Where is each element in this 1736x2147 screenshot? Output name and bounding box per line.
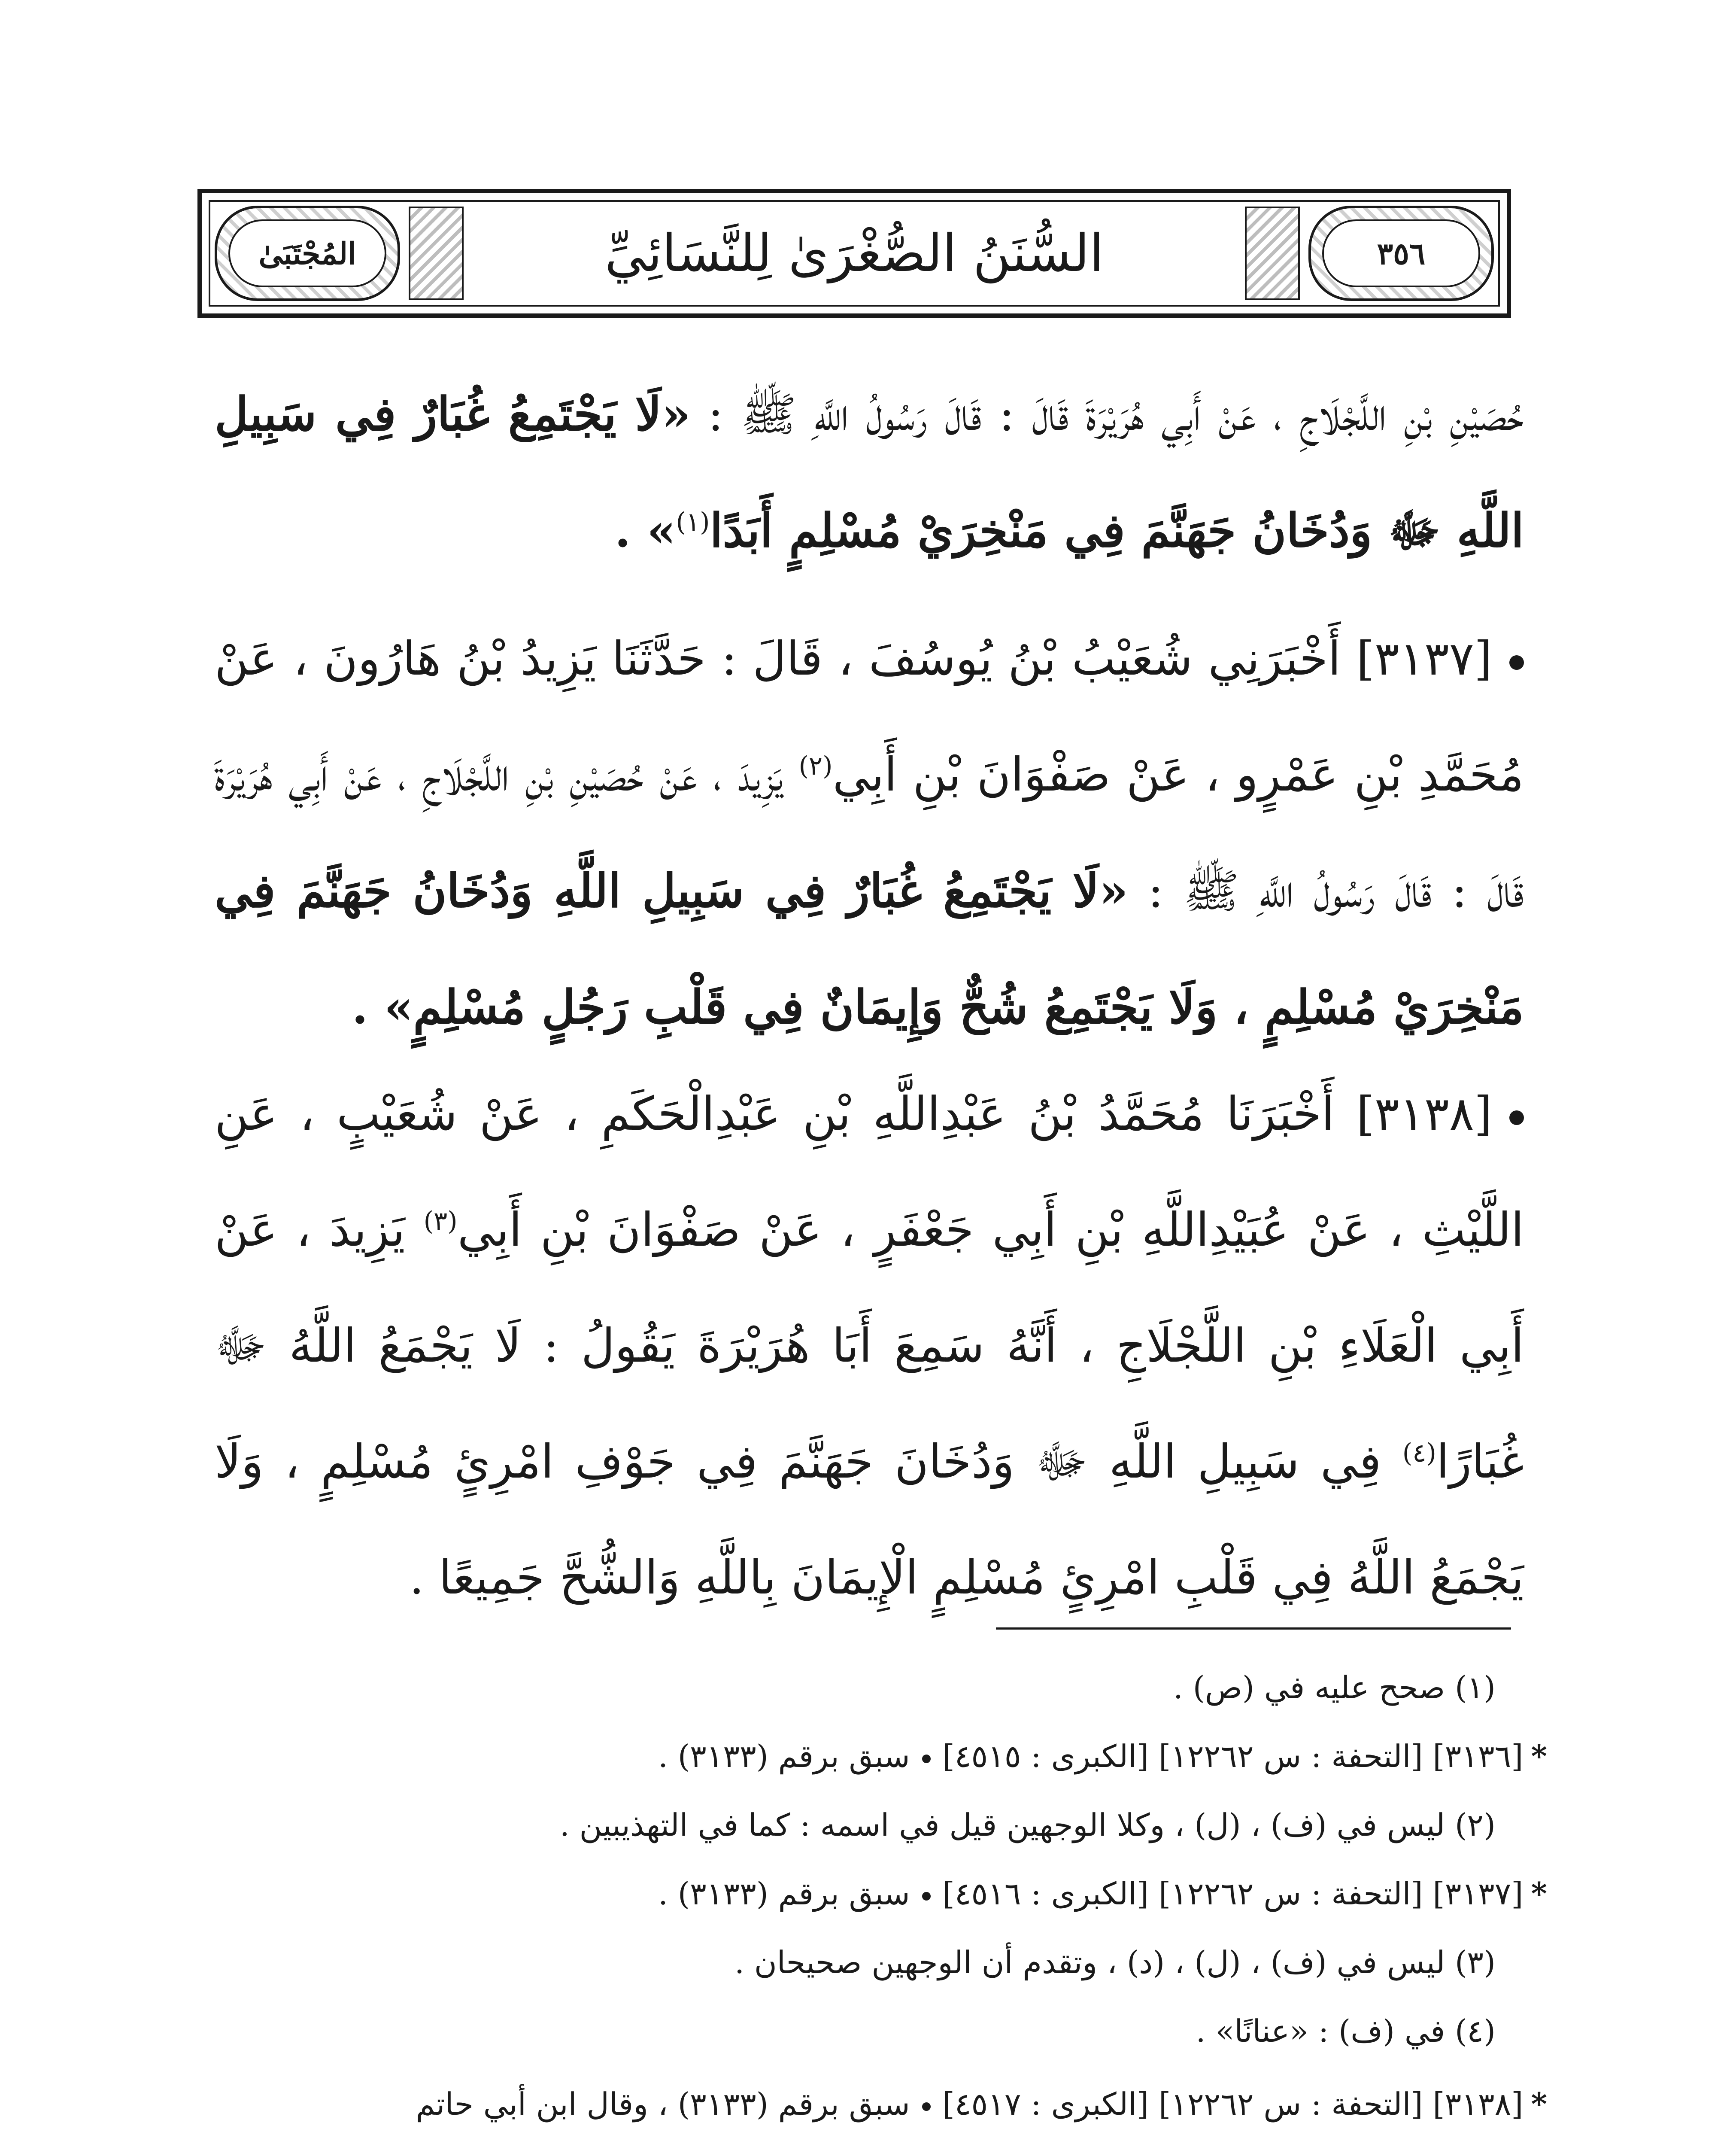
- footnote-ref: (٤): [1402, 1438, 1436, 1468]
- dot-icon: [922, 1892, 931, 1901]
- footnote-3: [734, 1941, 1496, 1984]
- header-left-ornament: [215, 206, 464, 301]
- hadith-quote: «لَا يَجْتَمِعُ غُبَارٌ فِي سَبِيلِ اللَّهِ ﷻ وَدُخَانُ جَهَنَّمَ فِي مَنْخِرَيْ مُسْلِمٍ أَبَدًا: [215, 387, 1524, 558]
- paragraph-text: فِي سَبِيلِ اللَّهِ ﷻ وَدُخَانَ جَهَنَّمَ فِي جَوْفِ امْرِئٍ مُسْلِمٍ ، وَلَا يَجْمَعُ اللَّهُ فِي قَلْبِ امْرِئٍ مُسْلِمٍ الْإِيمَانَ بِاللَّهِ وَالشُّحَّ جَمِيعًا .: [215, 1435, 1524, 1605]
- hadith-paragraph-3137: [215, 601, 1524, 1066]
- takhrij-refs: [٣١٣٧] [التحفة : س ١٢٢٦٢] [الكبرى : ٤٥١٦]: [942, 1876, 1524, 1912]
- page-header: [197, 189, 1511, 318]
- footnote-text: (٢) ليس في (ف) ، (ل) ، وكلا الوجهين قيل في اسمه : كما في التهذيبين .: [559, 1807, 1496, 1843]
- page-number: ٣٥٦: [1322, 219, 1480, 287]
- hadith-number: [٣١٣٨]: [1356, 1087, 1492, 1141]
- takhrij-3136: [658, 1735, 1547, 1778]
- footnote-text: (١) صحح عليه في (ص) .: [1173, 1670, 1496, 1706]
- volume-label-cartouche: [215, 206, 400, 301]
- takhrij-refs: [٣١٣٨] [التحفة : س ١٢٢٦٢] [الكبرى : ٤٥١٧]: [942, 2086, 1524, 2122]
- footnote-divider: [996, 1627, 1511, 1630]
- bullet-icon: [1509, 1110, 1524, 1125]
- quote-close: » .: [352, 980, 413, 1034]
- bullet-icon: [1509, 655, 1524, 670]
- footnote-text: (٤) في (ف) : «عنانًا» .: [1196, 2013, 1496, 2049]
- takhrij-note: سبق برقم (٣١٣٣) .: [658, 1876, 910, 1912]
- paragraph-text: أَخْبَرَنِي شُعَيْبُ بْنُ يُوسُفَ ، قَالَ : حَدَّثَنَا يَزِيدُ بْنُ هَارُونَ ، عَنْ مُحَمَّدِ بْنِ عَمْرٍو ، عَنْ صَفْوَانَ بْنِ أَبِي: [215, 632, 1524, 802]
- star-icon: *: [1531, 1738, 1547, 1774]
- hadith-paragraph-3138: [215, 1056, 1524, 1636]
- dot-icon: [922, 1755, 931, 1763]
- page-number-cartouche: [1308, 206, 1494, 301]
- book-title: السُّنَنُ الصُّغْرَىٰ لِلنَّسَائِيِّ: [604, 223, 1104, 283]
- hadith-number: [٣١٣٧]: [1356, 632, 1492, 686]
- footnote-ref: (١): [676, 507, 710, 537]
- takhrij-note: سبق برقم (٣١٣٣) ، وقال ابن أبي حاتم: [416, 2086, 910, 2122]
- paragraph-text: يَزِيدَ ، عَنْ أَبِي الْعَلَاءِ بْنِ اللَّجْلَاجِ ، أَنَّهُ سَمِعَ أَبَا هُرَيْرَةَ يَقُولُ : لَا يَجْمَعُ اللَّهُ ﷻ غُبَارًا: [215, 1203, 1524, 1489]
- star-icon: *: [1531, 2086, 1547, 2122]
- footnote-text: (٣) ليس في (ف) ، (ل) ، (د) ، وتقدم أن الوجهين صحيحان .: [734, 1944, 1496, 1980]
- footnote-1: [1173, 1666, 1496, 1709]
- star-icon: *: [1531, 1875, 1547, 1912]
- paragraph-text: حُصَيْنِ بْنِ اللَّجْلَاجِ ، عَنْ أَبِي هُرَيْرَةَ قَالَ : قَالَ رَسُولُ اللَّهِ ﷺ :: [690, 388, 1524, 441]
- footnote-ref: (٢): [798, 751, 833, 781]
- takhrij-3137: [658, 1872, 1547, 1915]
- takhrij-refs: [٣١٣٦] [التحفة : س ١٢٢٦٢] [الكبرى : ٤٥١٥]: [942, 1738, 1524, 1774]
- paragraph-text: أَخْبَرَنَا مُحَمَّدُ بْنُ عَبْدِاللَّهِ بْنِ عَبْدِالْحَكَمِ ، عَنْ شُعَيْبٍ ، عَنِ اللَّيْثِ ، عَنْ عُبَيْدِاللَّهِ بْنِ أَبِي جَعْفَرٍ ، عَنْ صَفْوَانَ بْنِ أَبِي: [215, 1087, 1524, 1257]
- hadith-paragraph-continuation: [215, 356, 1524, 589]
- takhrij-3138: [416, 2083, 1547, 2126]
- ornament-pattern: [409, 207, 464, 300]
- dot-icon: [922, 2102, 931, 2111]
- paragraph-text: يَزِيدَ ، عَنْ حُصَيْنِ بْنِ اللَّجْلَاجِ ، عَنْ أَبِي هُرَيْرَةَ قَالَ : قَالَ رَسُولُ اللَّهِ ﷺ :: [215, 748, 1524, 918]
- ornament-pattern: [1245, 207, 1300, 300]
- footnote-4: [1196, 2010, 1496, 2053]
- footnote-2: [560, 1803, 1496, 1846]
- footnote-ref: (٣): [423, 1206, 458, 1236]
- header-right-ornament: [1245, 206, 1494, 301]
- takhrij-note: سبق برقم (٣١٣٣) .: [658, 1738, 910, 1774]
- quote-close: » .: [614, 504, 676, 558]
- hadith-quote: «لَا يَجْتَمِعُ غُبَارٌ فِي سَبِيلِ اللَّهِ وَدُخَانُ جَهَنَّمَ فِي مَنْخِرَيْ مُسْلِمٍ ، وَلَا يَجْتَمِعُ شُحٌّ وَإِيمَانٌ فِي قَلْبِ رَجُلٍ مُسْلِمٍ: [215, 864, 1524, 1034]
- volume-label: المُجْتَبَىٰ: [228, 219, 386, 287]
